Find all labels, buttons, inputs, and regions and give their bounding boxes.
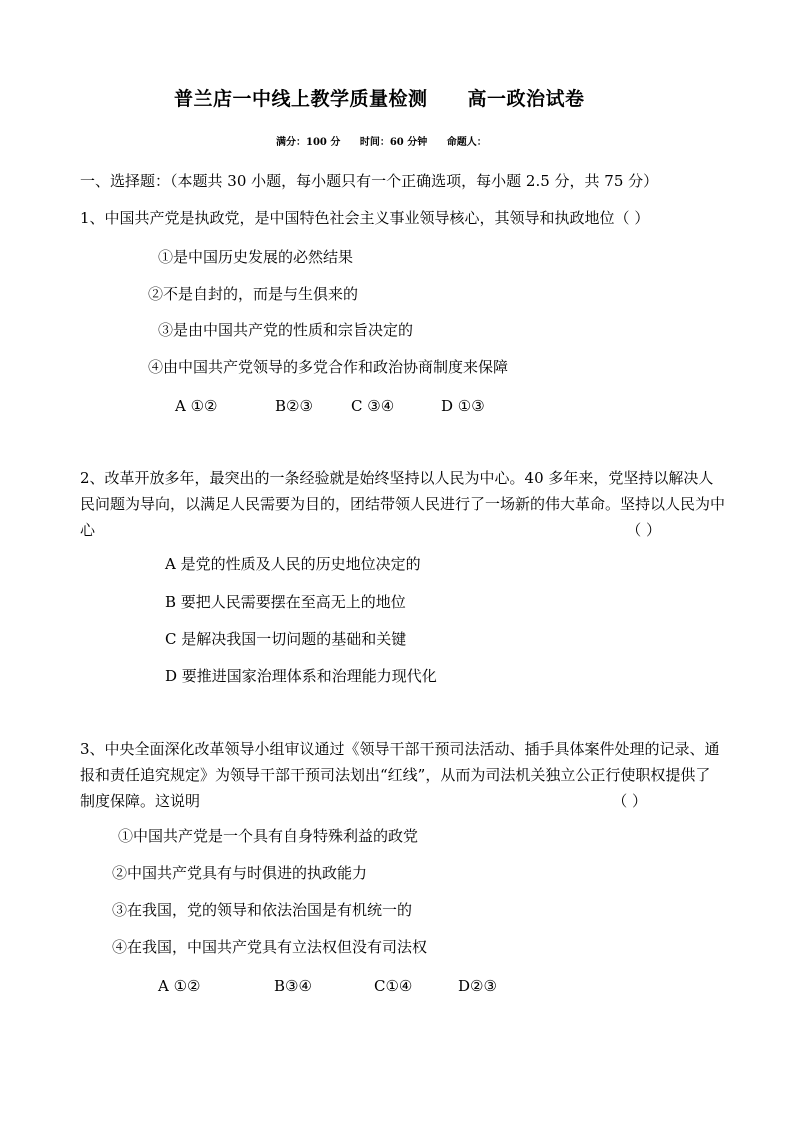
question-2-option-b: B 要把人民需要摆在至高无上的地位: [165, 593, 406, 611]
question-2-blank: （ ）: [626, 521, 661, 539]
question-3-option-a: A ①②: [158, 977, 201, 995]
question-1-option-d: D ①③: [441, 397, 485, 415]
question-3-option-c: C①④: [374, 977, 413, 995]
question-1-stem: 1、中国共产党是执政党，是中国特色社会主义事业领导核心，其领导和执政地位（ ）: [80, 209, 650, 227]
exam-title-school: 普兰店一中线上教学质量检测: [174, 88, 428, 110]
question-2-stem: [80, 465, 725, 543]
question-1-item-4: ④由中国共产党领导的多党合作和政治协商制度来保障: [148, 358, 509, 376]
exam-meta: [276, 138, 503, 148]
question-1-item-2: ②不是自封的，而是与生俱来的: [148, 285, 359, 303]
question-3-answers: [158, 979, 497, 994]
question-1-option-a: A ①②: [175, 397, 218, 415]
exam-author: 命题人：: [446, 137, 487, 148]
question-1-answers: [175, 399, 485, 414]
question-3-stem: [80, 736, 725, 814]
question-3-blank: （ ）: [612, 792, 647, 810]
exam-title: [174, 90, 585, 109]
question-1-option-b: B②③: [275, 397, 313, 415]
question-1-item-1: ①是中国历史发展的必然结果: [158, 248, 354, 266]
full-score: 满分：100 分: [276, 137, 341, 148]
question-2-option-c: C 是解决我国一切问题的基础和关键: [165, 630, 407, 648]
question-3-item-1: ①中国共产党是一个具有自身特殊利益的政党: [118, 827, 419, 845]
question-3-item-2: ②中国共产党具有与时俱进的执政能力: [112, 864, 368, 882]
question-3-stem-text: 3、中央全面深化改革领导小组审议通过《领导干部干预司法活动、插手具体案件处理的记录、通报和责任追究规定》为领导干部干预司法划出“红线”，从而为司法机关独立公正行使职权提供了制度保障。这说明: [80, 740, 720, 810]
question-2-stem-text: 2、改革开放多年，最突出的一条经验就是始终坚持以人民为中心。40 多年来，党坚持以解决人民问题为导向，以满足人民需要为目的，团结带领人民进行了一场新的伟大革命。坚持以人民为中心: [80, 469, 726, 539]
question-3-item-4: ④在我国，中国共产党具有立法权但没有司法权: [112, 938, 428, 956]
question-2-option-d: D 要推进国家治理体系和治理能力现代化: [165, 667, 437, 685]
question-2-option-a: A 是党的性质及人民的历史地位决定的: [165, 555, 421, 573]
question-3-option-b: B③④: [274, 977, 312, 995]
question-3-item-3: ③在我国，党的领导和依法治国是有机统一的: [112, 901, 413, 919]
section-heading: 一、选择题：（本题共 30 小题，每小题只有一个正确选项，每小题 2.5 分，共 75 分）: [80, 172, 659, 190]
exam-title-subject: 高一政治试卷: [467, 88, 585, 110]
question-1-option-c: C ③④: [351, 397, 395, 415]
question-3-option-d: D②③: [458, 977, 497, 995]
exam-time: 时间：60 分钟: [359, 137, 428, 148]
question-1-item-3: ③是由中国共产党的性质和宗旨决定的: [158, 321, 414, 339]
